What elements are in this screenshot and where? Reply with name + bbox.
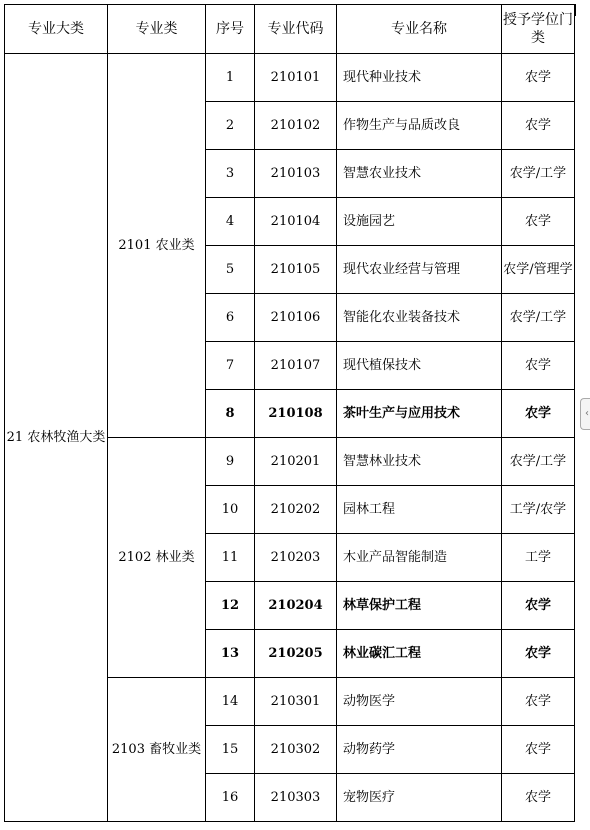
code-cell: 210108 <box>255 390 337 438</box>
name-cell: 园林工程 <box>337 486 502 534</box>
degree-cell: 农学 <box>502 774 575 822</box>
degree-cell: 农学 <box>502 582 575 630</box>
degree-cell: 农学 <box>502 630 575 678</box>
code-cell: 210205 <box>255 630 337 678</box>
class-cell: 2101 农业类 <box>108 54 206 438</box>
name-cell: 智能化农业装备技术 <box>337 294 502 342</box>
name-cell: 宠物医疗 <box>337 774 502 822</box>
name-cell: 林草保护工程 <box>337 582 502 630</box>
degree-cell: 农学/工学 <box>502 438 575 486</box>
degree-cell: 工学/农学 <box>502 486 575 534</box>
index-cell: 13 <box>206 630 255 678</box>
code-cell: 210104 <box>255 198 337 246</box>
header-degree: 授予学位门类 <box>502 5 575 54</box>
index-cell: 10 <box>206 486 255 534</box>
category-cell: 21 农林牧渔大类 <box>5 54 108 822</box>
header-name: 专业名称 <box>337 5 502 54</box>
code-cell: 210103 <box>255 150 337 198</box>
code-cell: 210101 <box>255 54 337 102</box>
code-cell: 210303 <box>255 774 337 822</box>
code-cell: 210201 <box>255 438 337 486</box>
code-cell: 210107 <box>255 342 337 390</box>
table-row <box>5 54 575 102</box>
code-cell: 210302 <box>255 726 337 774</box>
majors-table <box>4 4 575 822</box>
name-cell: 作物生产与品质改良 <box>337 102 502 150</box>
name-cell: 智慧农业技术 <box>337 150 502 198</box>
degree-cell: 农学/工学 <box>502 294 575 342</box>
index-cell: 3 <box>206 150 255 198</box>
name-cell: 动物药学 <box>337 726 502 774</box>
degree-cell: 农学 <box>502 198 575 246</box>
index-cell: 9 <box>206 438 255 486</box>
degree-cell: 农学/管理学 <box>502 246 575 294</box>
name-cell: 智慧林业技术 <box>337 438 502 486</box>
code-cell: 210301 <box>255 678 337 726</box>
index-cell: 16 <box>206 774 255 822</box>
degree-cell: 农学 <box>502 678 575 726</box>
name-cell: 现代种业技术 <box>337 54 502 102</box>
degree-cell: 农学 <box>502 390 575 438</box>
index-cell: 14 <box>206 678 255 726</box>
name-cell: 动物医学 <box>337 678 502 726</box>
header-index: 序号 <box>206 5 255 54</box>
index-cell: 2 <box>206 102 255 150</box>
code-cell: 210105 <box>255 246 337 294</box>
degree-cell: 农学 <box>502 54 575 102</box>
name-cell: 茶叶生产与应用技术 <box>337 390 502 438</box>
degree-cell: 农学 <box>502 102 575 150</box>
code-cell: 210204 <box>255 582 337 630</box>
index-cell: 1 <box>206 54 255 102</box>
side-panel-tab[interactable] <box>580 398 590 430</box>
index-cell: 4 <box>206 198 255 246</box>
header-category: 专业大类 <box>5 5 108 54</box>
index-cell: 12 <box>206 582 255 630</box>
degree-cell: 农学 <box>502 726 575 774</box>
name-cell: 现代农业经营与管理 <box>337 246 502 294</box>
index-cell: 5 <box>206 246 255 294</box>
table-body <box>5 54 575 822</box>
code-cell: 210102 <box>255 102 337 150</box>
index-cell: 7 <box>206 342 255 390</box>
name-cell: 现代植保技术 <box>337 342 502 390</box>
name-cell: 设施园艺 <box>337 198 502 246</box>
index-cell: 6 <box>206 294 255 342</box>
name-cell: 林业碳汇工程 <box>337 630 502 678</box>
name-cell: 木业产品智能制造 <box>337 534 502 582</box>
header-row <box>5 5 575 54</box>
header-code: 专业代码 <box>255 5 337 54</box>
code-cell: 210203 <box>255 534 337 582</box>
index-cell: 8 <box>206 390 255 438</box>
degree-cell: 农学 <box>502 342 575 390</box>
index-cell: 15 <box>206 726 255 774</box>
index-cell: 11 <box>206 534 255 582</box>
class-cell: 2102 林业类 <box>108 438 206 678</box>
degree-cell: 工学 <box>502 534 575 582</box>
degree-cell: 农学/工学 <box>502 150 575 198</box>
code-cell: 210202 <box>255 486 337 534</box>
collapse-handle-icon: ‹ <box>585 408 589 419</box>
class-cell: 2103 畜牧业类 <box>108 678 206 822</box>
code-cell: 210106 <box>255 294 337 342</box>
header-class: 专业类 <box>108 5 206 54</box>
